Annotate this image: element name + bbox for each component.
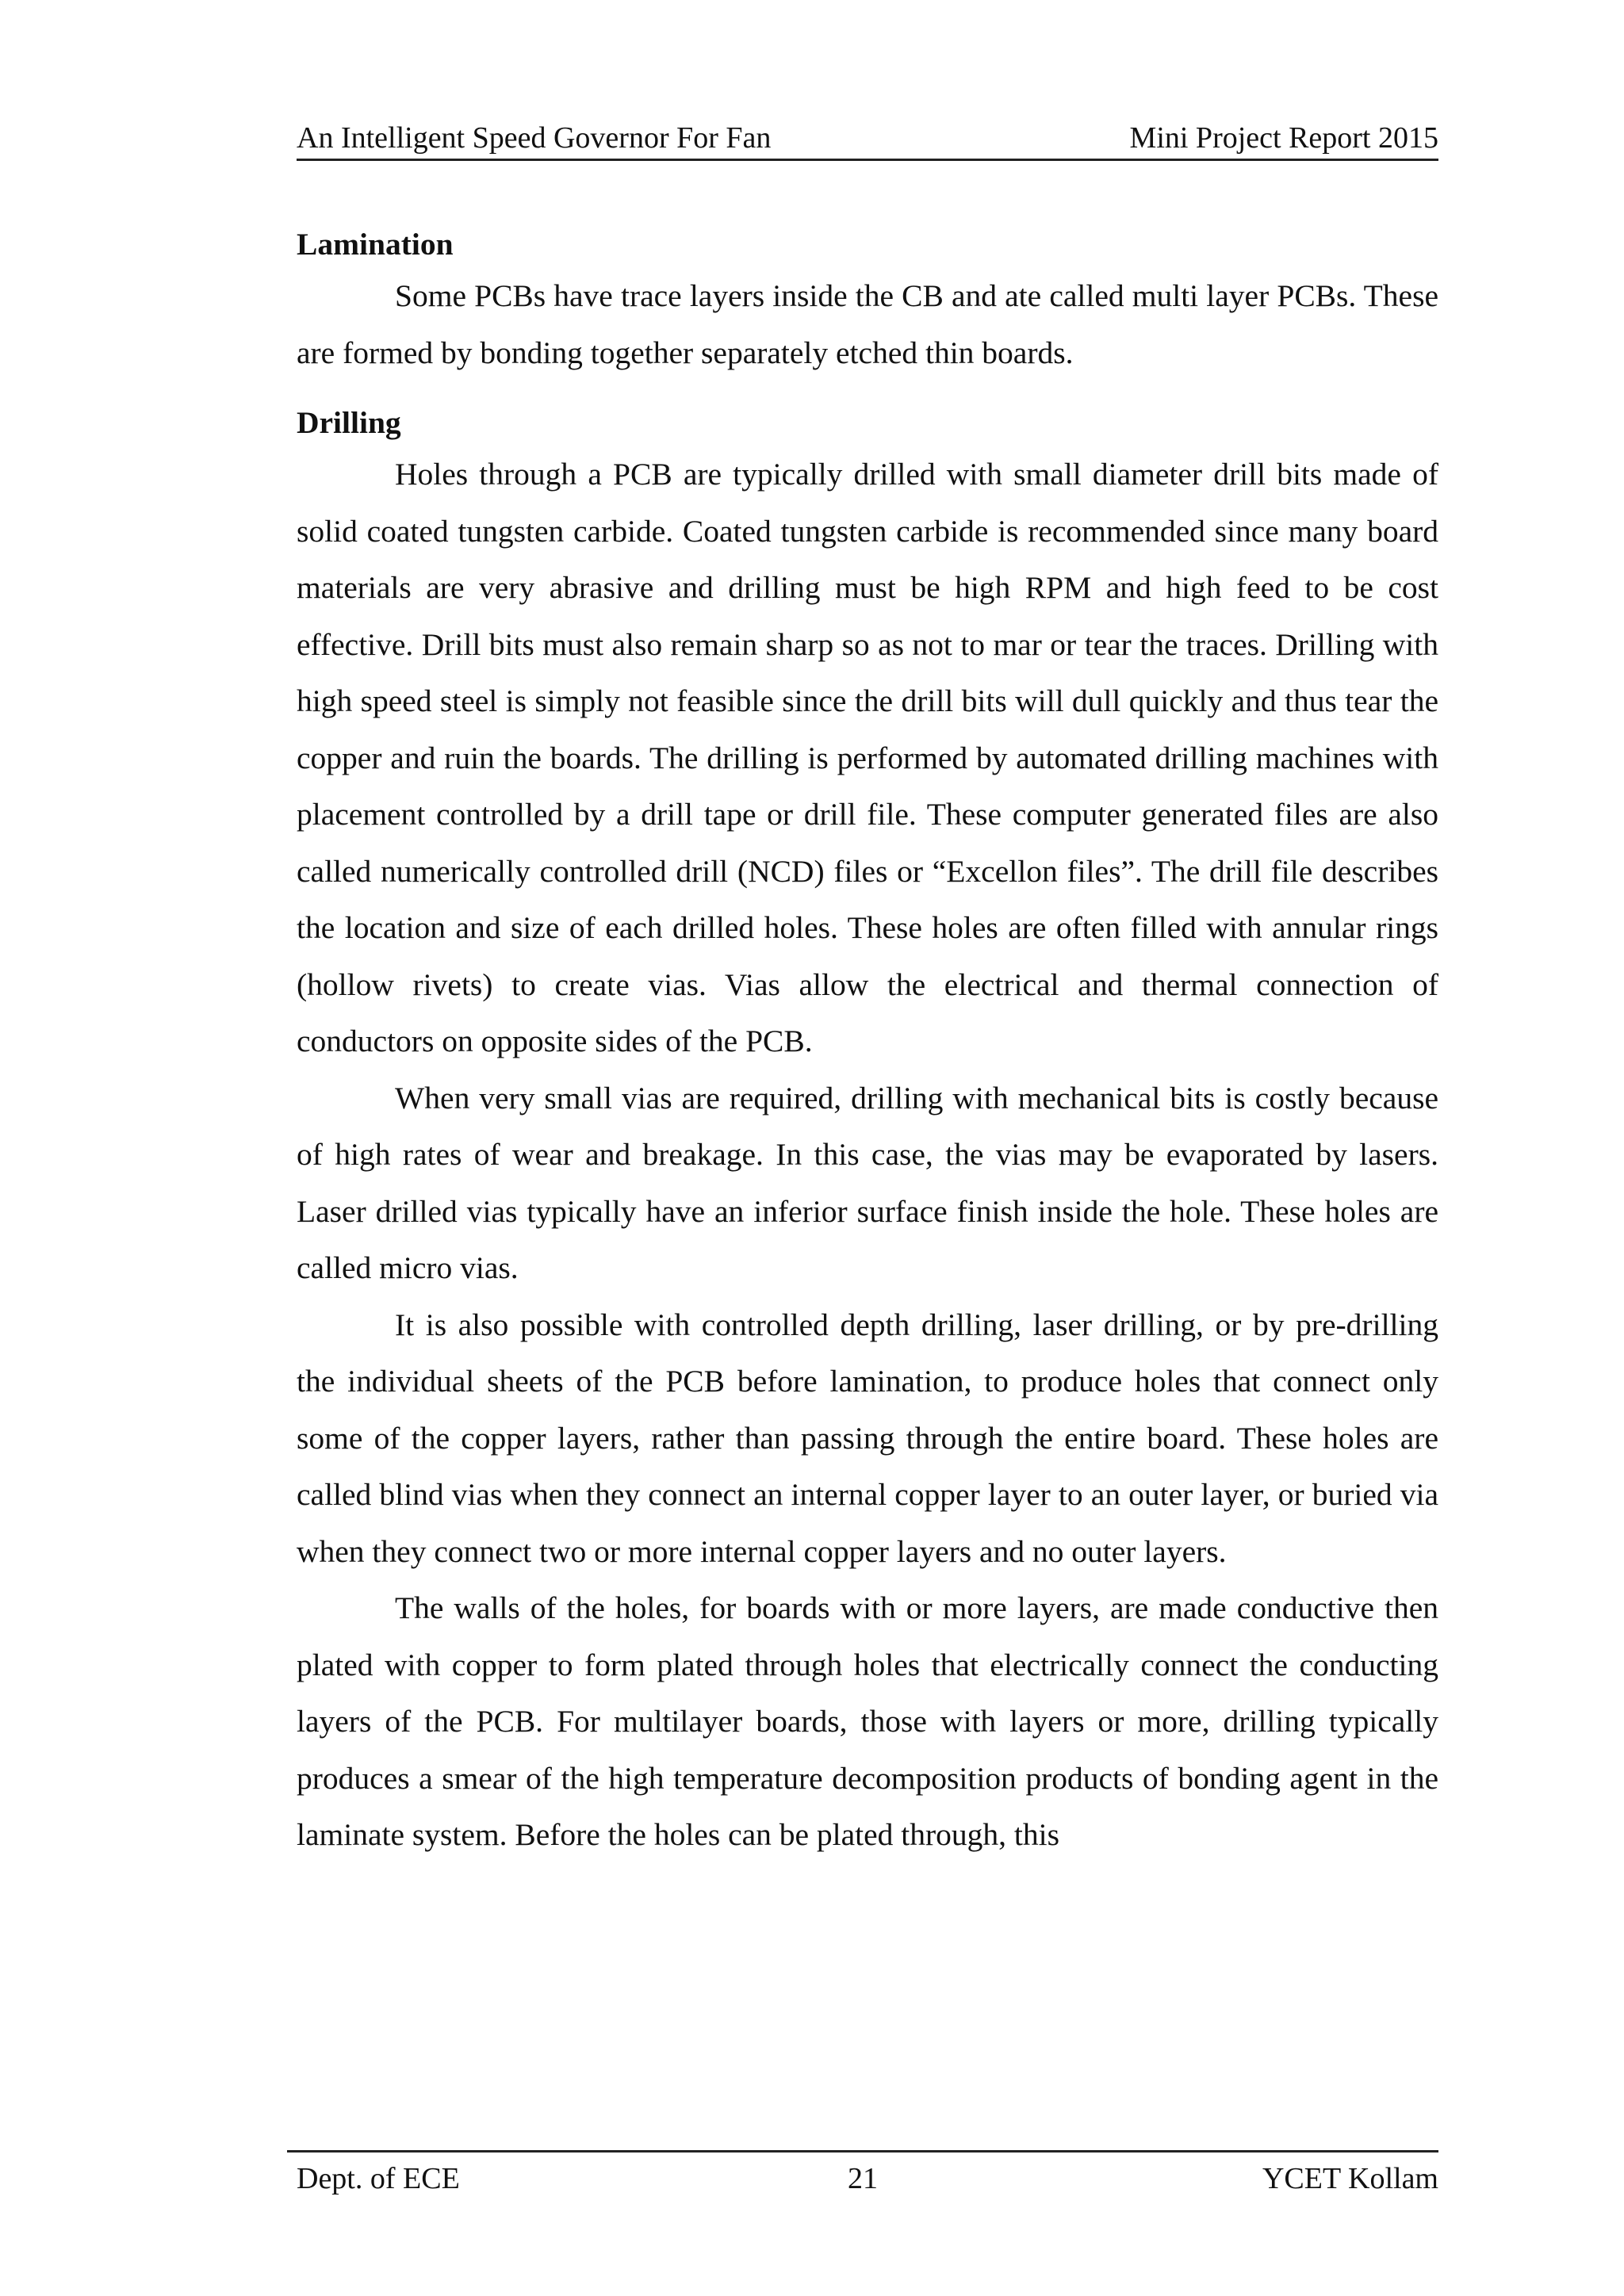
- page-header: [297, 117, 1438, 161]
- section-heading: Lamination: [297, 227, 454, 262]
- section-lamination: [297, 220, 1438, 381]
- header-report-label: Mini Project Report 2015: [1129, 121, 1438, 155]
- body-paragraph: When very small vias are required, drilling with mechanical bits is costly because of high rates of wear and breakage. In this case, the vias may be evaporated by lasers. Laser drilled vias typically have an inferior surface finish inside the hole. These holes are called micro vias.: [297, 1080, 1438, 1285]
- footer-college: YCET Kollam: [1262, 2162, 1438, 2195]
- body-paragraph: It is also possible with controlled depth drilling, laser drilling, or by pre-drilling the individual sheets of the PCB before lamination, to produce holes that connect only some of the copper layers, rather than passing through the entire board. These holes are called blind vias when they connect an internal copper layer to an outer layer, or buried via when they connect two or more internal copper layers and no outer layers.: [297, 1307, 1438, 1569]
- section-drilling: [297, 399, 1438, 1864]
- section-heading: Drilling: [297, 405, 401, 440]
- page-body: [297, 220, 1438, 1864]
- footer-department: Dept. of ECE: [297, 2162, 460, 2195]
- body-paragraph: The walls of the holes, for boards with or more layers, are made conductive then plated with copper to form plated through holes that electrically connect the conducting layers of the PCB. For multilayer boards, those with layers or more, drilling typically produces a smear of the high temperature decomposition products of bonding agent in the laminate system. Before the holes can be plated through, this: [297, 1590, 1438, 1852]
- page-number: 21: [848, 2162, 878, 2195]
- body-paragraph: Some PCBs have trace layers inside the CB and ate called multi layer PCBs. These are formed by bonding together separately etched thin boards.: [297, 278, 1438, 370]
- page-footer: [287, 2150, 1438, 2198]
- body-paragraph: Holes through a PCB are typically drilled with small diameter drill bits made of solid coated tungsten carbide. Coated tungsten carbide is recommended since many board materials are very abrasive and drilling must be high RPM and high feed to be cost effective. Drill bits must also remain sharp so as not to mar or tear the traces. Drilling with high speed steel is simply not feasible since the drill bits will dull quickly and thus tear the copper and ruin the boards. The drilling is performed by automated drilling machines with placement controlled by a drill tape or drill file. These computer generated files are also called numerically controlled drill (NCD) files or “Excellon files”. The drill file describes the location and size of each drilled holes. These holes are often filled with annular rings (hollow rivets) to create vias. Vias allow the electrical and thermal connection of conductors on opposite sides of the PCB.: [297, 457, 1438, 1058]
- header-title: An Intelligent Speed Governor For Fan: [297, 121, 772, 155]
